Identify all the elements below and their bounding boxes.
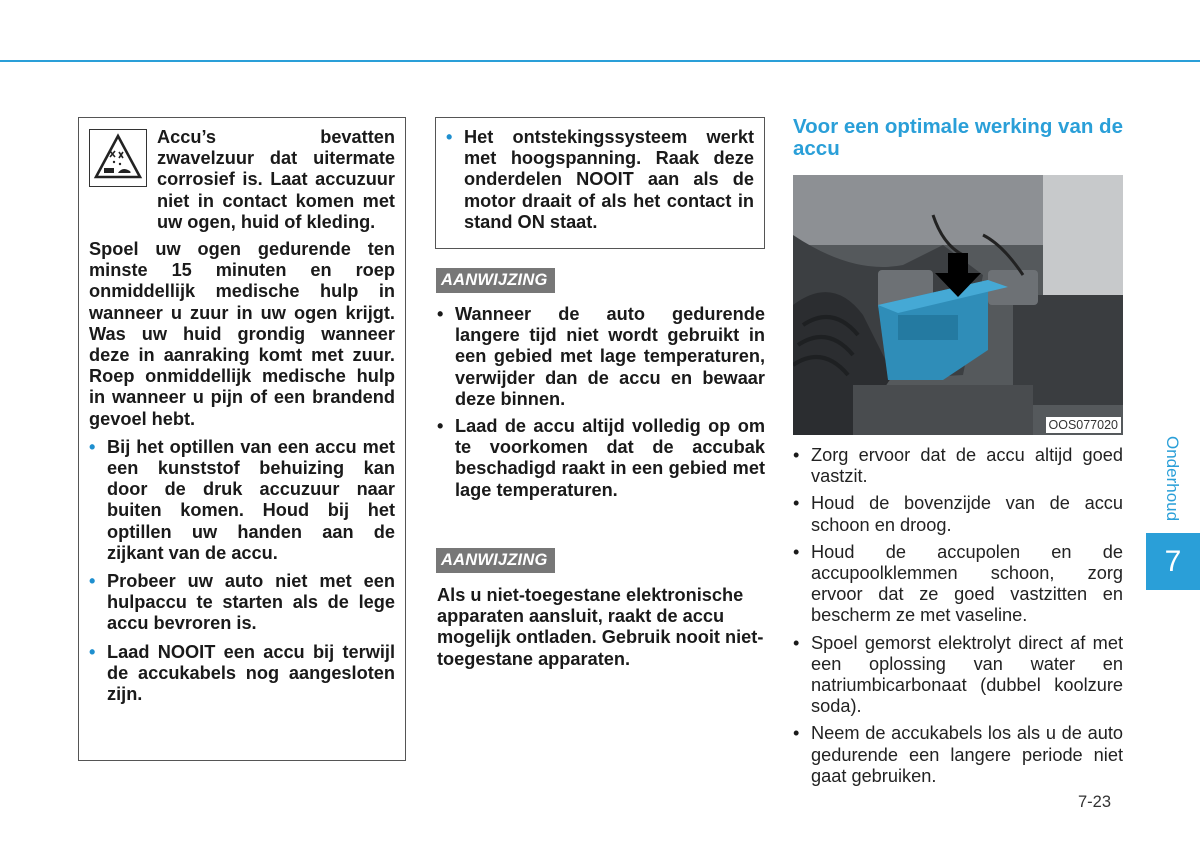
note-bullet: • Wanneer de auto gedurende langere tijd niet wordt gebruikt in een gebied met lage temperaturen, verwijder dan de accu en bewaar deze binnen. <box>437 304 765 410</box>
care-bullets <box>793 445 1123 793</box>
photo-code: OOS077020 <box>1046 417 1122 433</box>
high-voltage-bullet: • Het ontstekingssysteem werkt met hoogspanning. Raak deze onderdelen NOOIT aan als de motor draait of als het contact in stand ON staat. <box>446 127 754 233</box>
page-number: 7-23 <box>1078 793 1112 811</box>
warning-bullet: • Bij het optillen van een accu met een kunststof behuizing kan door de druk accuzuur naar buiten komen. Houd bij het optillen uw handen aan de zijkant van de accu. <box>89 437 395 564</box>
warning-bullets <box>89 437 395 705</box>
warning-box <box>78 117 406 761</box>
top-rule <box>0 60 1200 62</box>
warning-heading: Accu’s bevatten zwavelzuur dat uitermate corrosief is. Laat accuzuur niet in contact komen met uw ogen, huid of kleding. <box>157 127 395 232</box>
warning-bullet: • Laad NOOIT een accu bij terwijl de accukabels nog aangesloten zijn. <box>89 642 395 706</box>
high-voltage-box <box>435 117 765 249</box>
warning-bullet: • Probeer uw auto niet met een hulpaccu te starten als de lege accu bevroren is. <box>89 571 395 635</box>
chapter-side-label: Onderhoud <box>1163 436 1182 522</box>
warning-header <box>89 127 395 233</box>
section-heading: Voor een optimale werking van de accu <box>793 115 1123 160</box>
corrosive-battery-acid-icon <box>89 129 147 187</box>
note-text: Als u niet-toegestane elektronische apparaten aansluit, raakt de accu mogelijk ontladen. Gebruik nooit niet-toegestane apparaten. <box>437 585 764 669</box>
warning-paragraph: Spoel uw ogen gedurende ten minste 15 minuten en roep onmiddellijk medische hulp in wanneer u zuur in uw ogen krijgt. Was uw huid grondig wanneer deze in aanraking komt met zuur. Roep onmiddellijk medische hulp in wanneer u pijn of een brandend gevoel hebt. <box>89 239 395 429</box>
care-bullet: • Houd de accupolen en de accupoolklemmen schoon, zorg ervoor dat ze goed vastzitten en bescherm ze met vaseline. <box>793 542 1123 627</box>
battery-photo <box>793 175 1123 435</box>
care-bullet: • Zorg ervoor dat de accu altijd goed vastzit. <box>793 445 1123 487</box>
care-bullet: • Houd de bovenzijde van de accu schoon en droog. <box>793 493 1123 535</box>
note-bullets <box>437 304 765 507</box>
care-bullet: • Neem de accukabels los als u de auto gedurende een langere periode niet gaat gebruiken. <box>793 723 1123 787</box>
high-voltage-bullets <box>446 127 754 233</box>
care-bullet: • Spoel gemorst elektrolyt direct af met een oplossing van water en natriumbicarbonaat (dubbel koolzure soda). <box>793 633 1123 718</box>
note-label: AANWIJZING <box>436 268 555 293</box>
note-bullet: • Laad de accu altijd volledig op om te voorkomen dat de accubak beschadigd raakt in een gebied met lage temperaturen. <box>437 416 765 501</box>
chapter-tab: 7 <box>1146 533 1200 590</box>
note-label: AANWIJZING <box>436 548 555 573</box>
